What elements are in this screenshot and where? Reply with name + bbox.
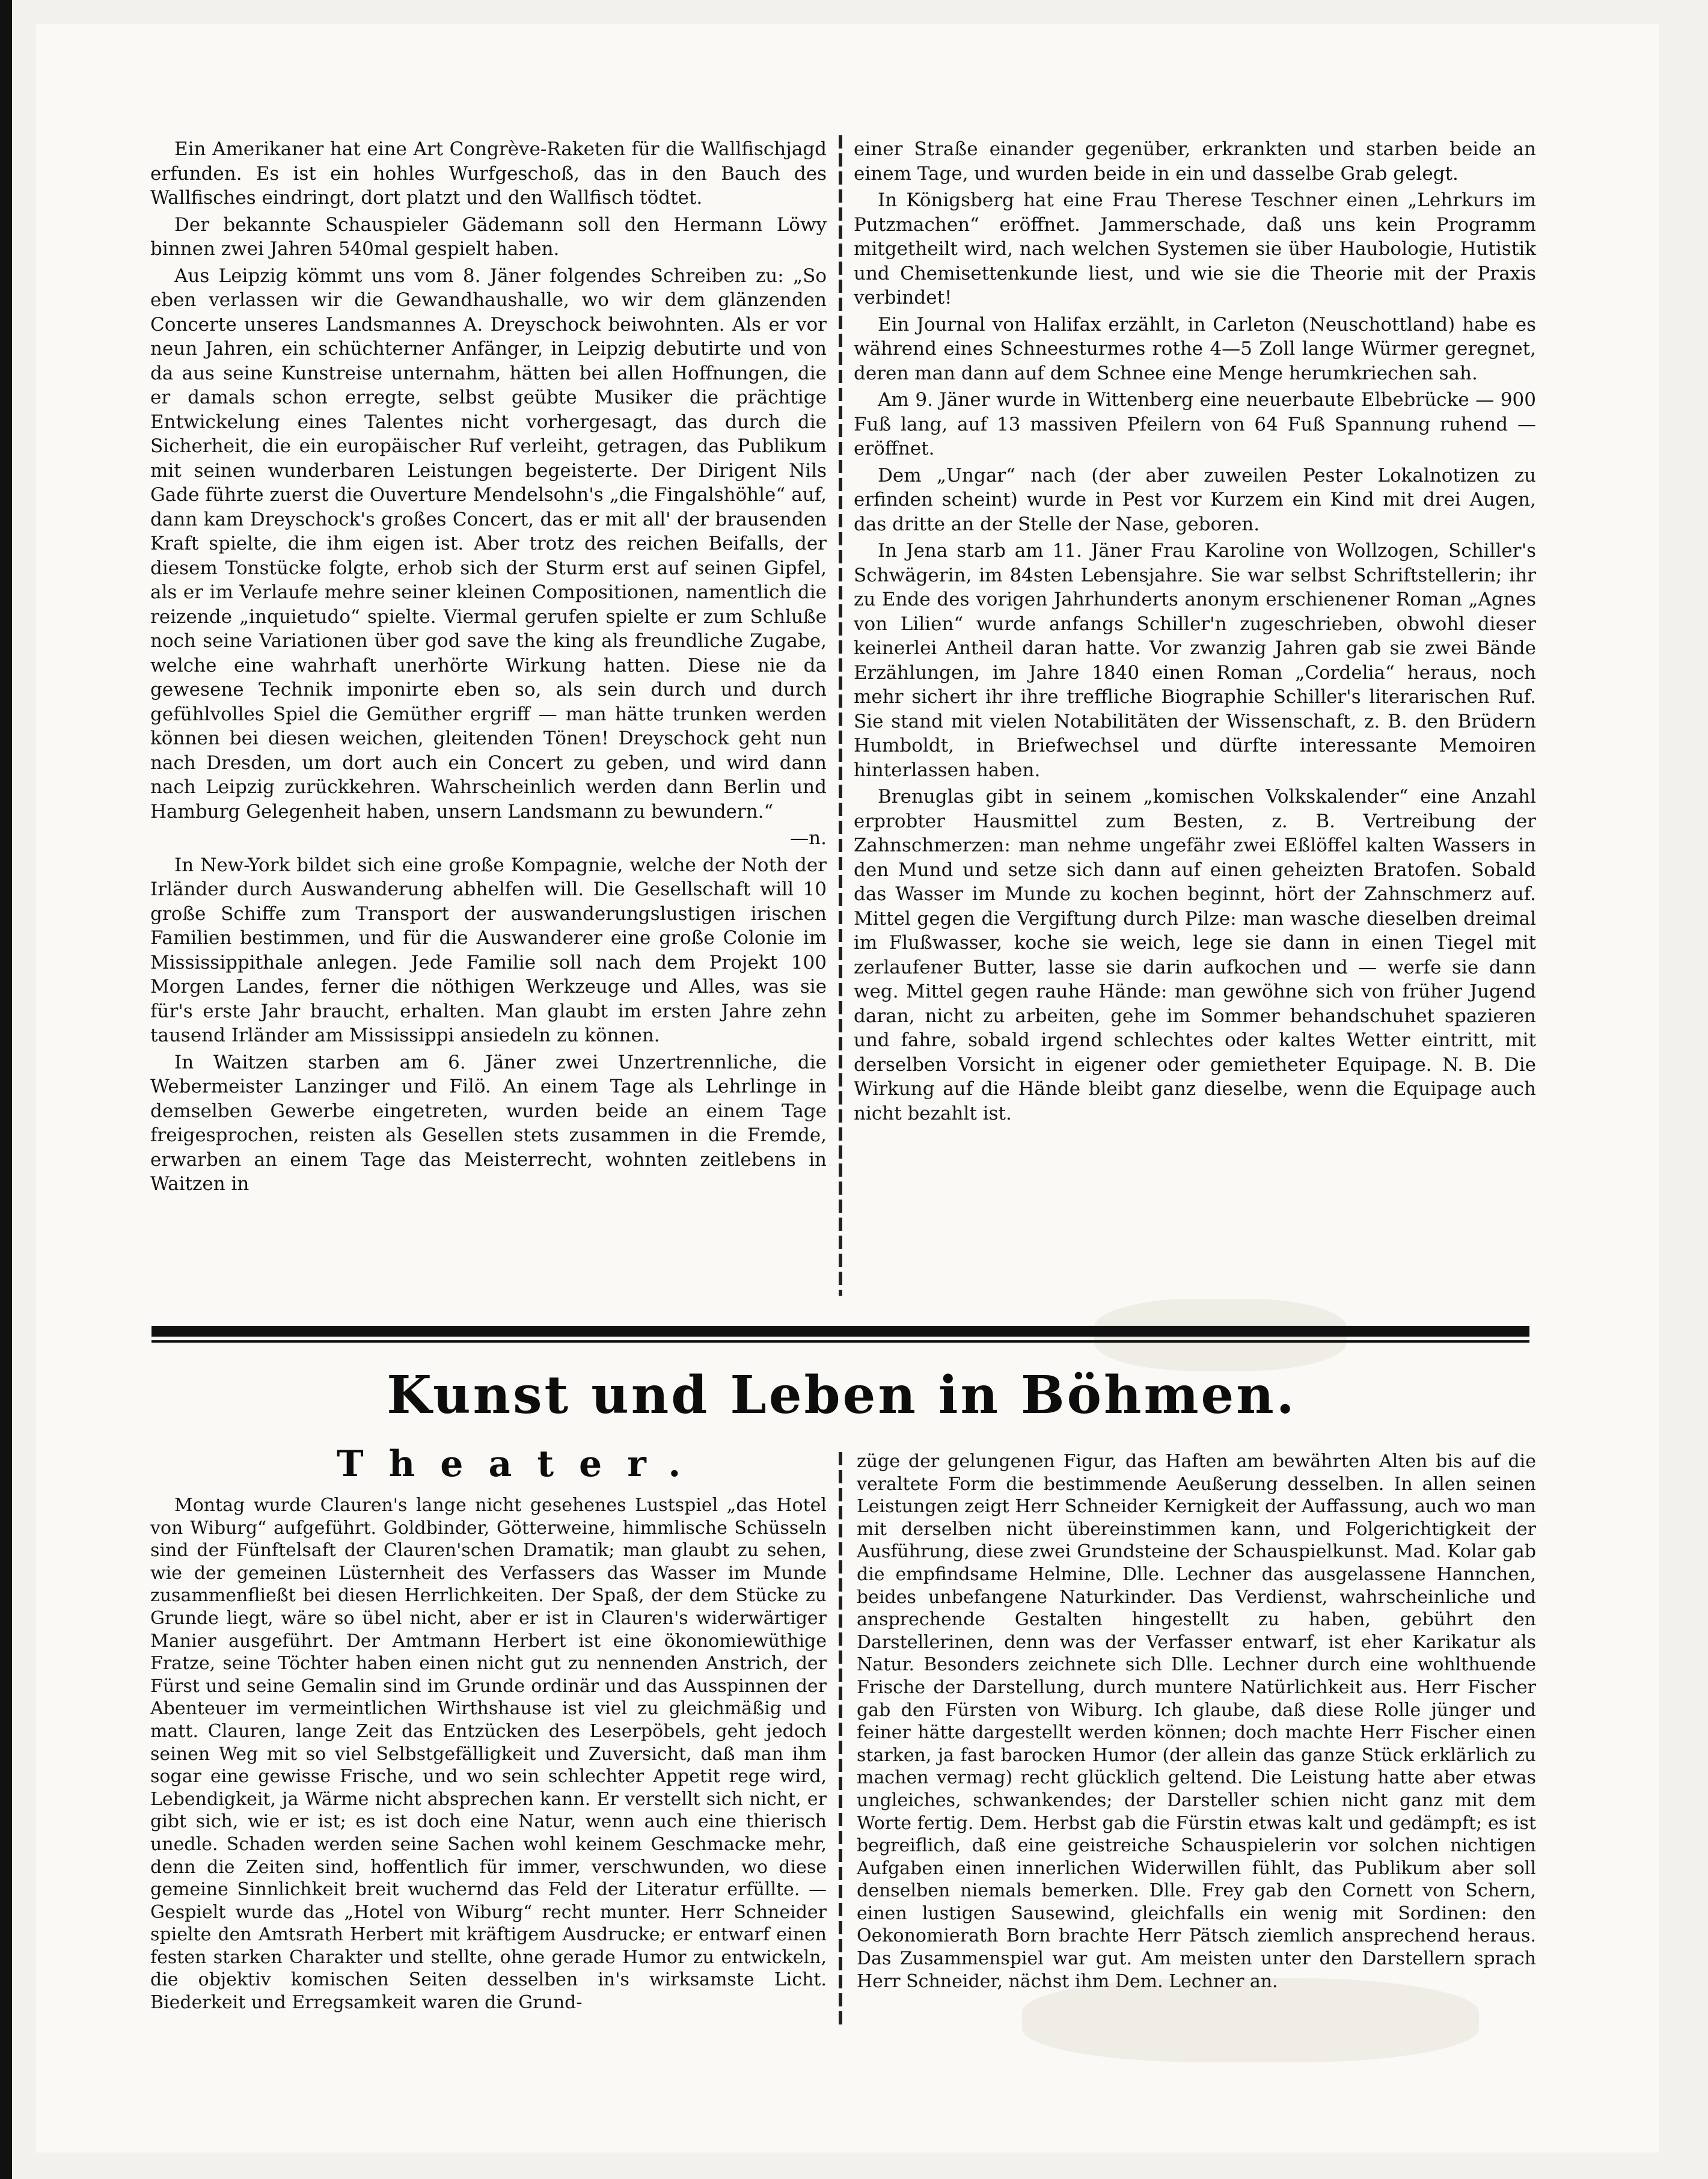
column-divider <box>839 1452 842 2029</box>
news-item: In Jena starb am 11. Jäner Frau Karoline von Wollzogen, Schiller's Schwägerin, im 84sten Lebensjahre. Sie war selbst Schriftstellerin; ihr zu Ende des vorigen Jahrhunderts anonym erschienener Roman „Agnes von Lilien“ wurde anfangs Schiller'n zugeschrieben, obwohl dieser keinerlei Antheil daran hatte. Vor zwanzig Jahren gab sie zwei Bände Erzählungen, im Jahre 1840 einen Roman „Cordelia“ heraus, noch mehr sichert ihr ihre treffliche Biographie Schiller's literarischen Ruf. Sie stand mit vielen Notabilitäten der Wissenschaft, z. B. den Brüdern Humboldt, in Briefwechsel und dürfte interessante Memoiren hinterlassen haben. <box>854 540 1536 781</box>
top-right-column <box>854 137 1536 1128</box>
section-rule <box>152 1326 1529 1337</box>
news-item: einer Straße einander gegenüber, erkrankten und starben beide an einem Tage, und wurden beide in ein und dasselbe Grab gelegt. <box>854 138 1536 185</box>
news-item: Ein Journal von Halifax erzählt, in Carleton (Neuschottland) habe es während eines Schneesturmes rothe 4—5 Zoll lange Würmer geregnet, deren man dann auf dem Schnee eine Menge herumkriechen sah. <box>854 313 1536 384</box>
news-item: In Waitzen starben am 6. Jäner zwei Unzertrennliche, die Webermeister Lanzinger und Filö. An einem Tage als Lehrlinge in demselben Gewerbe eingetreten, wurden beide an einem Tage freigesprochen, reisten als Gesellen stets zusammen in die Fremde, erwarben an einem Tage das Meisterrecht, wohnten zeitlebens in Waitzen in <box>150 1051 827 1195</box>
news-item: Am 9. Jäner wurde in Wittenberg eine neuerbaute Elbebrücke — 900 Fuß lang, auf 13 massiven Pfeilern von 64 Fuß Spannung ruhend — eröffnet. <box>854 389 1536 459</box>
news-item: Brenuglas gibt in seinem „komischen Volkskalender“ eine Anzahl erprobter Hausmittel zum Besten, z. B. Vertreibung der Zahnschmerzen: man nehme ungefähr zwei Eßlöffel kalten Wassers in den Mund und setze sich dann auf einen geheizten Bratofen. Sobald das Wasser im Munde zu kochen beginnt, hört der Zahnschmerz auf. Mittel gegen die Vergiftung durch Pilze: man wasche dieselben dreimal im Flußwasser, koche sie weich, lege sie dann in einen Tiegel mit zerlaufener Butter, lasse sie darin aufkochen und — werfe sie dann weg. Mittel gegen rauhe Hände: man gewöhne sich von früher Jugend daran, nicht zu arbeiten, gehe im Sommer behandschuhet spazieren und fahre, sobald irgend schlechtes oder kaltes Wetter eintritt, mit derselben Vorsicht in eigener oder gemietheter Equipage. N. B. Die Wirkung auf die Hände bleibt ganz dieselbe, wenn die Equipage auch nicht bezahlt ist. <box>854 786 1536 1124</box>
page-edge-shadow <box>0 0 12 2179</box>
theater-review-right <box>857 1450 1536 1993</box>
review-text: Montag wurde Clauren's lange nicht gesehenes Lustspiel „das Hotel von Wiburg“ aufgeführt. Goldbinder, Götterweine, himmlische Schüsseln sind der Fünftelsaft der Clauren'schen Dramatik; man glaubt zu sehen, wie der gemeinen Lüsternheit des Verfassers das Wasser im Munde zusammenfließt bei diesen Herrlichkeiten. Der Spaß, der dem Stücke zu Grunde liegt, wäre so übel nicht, aber er ist in Clauren's widerwärtiger Manier ausgeführt. Der Amtmann Herbert ist eine ökonomiewüthige Fratze, seine Töchter haben einen nicht gut zu nennenden Anstrich, der Fürst und seine Gemalin sind im Grunde ordinär und das Ausspinnen der Abenteuer im vermeintlichen Wirthshause ist viel zu gleichmäßig und matt. Clauren, lange Zeit das Entzücken des Leserpöbels, geht jedoch seinen Weg mit so viel Selbstgefälligkeit und Zuversicht, daß man ihm sogar eine gewisse Frische, und wo sein schlechter Appetit rege wird, Lebendigkeit, ja Wärme nicht absprechen kann. Er verstellt sich nicht, er gibt sich, wie er ist; es ist doch eine Natur, wenn auch eine thierisch unedle. Schaden werden seine Sachen wohl keinem Geschmacke mehr, denn die Zeiten sind, hoffentlich für immer, verschwunden, wo diese gemeine Sinnlichkeit breit wuchernd das Feld der Literatur erfüllte. — Gespielt wurde das „Hotel von Wiburg“ recht munter. Herr Schneider spielte den Amtsrath Herbert mit kräftigem Ausdrucke; er entwarf einen festen starken Charakter und stellte, ohne gerade Humor zu entwickeln, die objektiv komischen Seiten desselben in's wirksamste Licht. Biederkeit und Erregsamkeit waren die Grund- <box>150 1495 827 2014</box>
section-title: Kunst und Leben in Böhmen. <box>387 1365 1297 1426</box>
top-left-column <box>150 137 827 1199</box>
review-text: züge der gelungenen Figur, das Haften am bewährten Alten bis auf die veraltete Form die bestimmende Aeußerung desselben. In allen seinen Leistungen zeigt Herr Schneider Kernigkeit der Auffassung, auch wo man mit derselben nicht übereinstimmen kann, und Folgerichtigkeit der Ausführung, diese zwei Grundsteine der Schauspielkunst. Mad. Kolar gab die empfindsame Helmine, Dlle. Lechner das ausgelassene Hannchen, beides unbefangene Naturkinder. Das Verdienst, wahrscheinliche und ansprechende Gestalten hingestellt zu haben, gebührt den Darstellerinen, denn was der Verfasser entwarf, ist eher Karikatur als Natur. Besonders zeichnete sich Dlle. Lechner durch eine wohlthuende Frische der Darstellung, durch muntere Natürlichkeit aus. Herr Fischer gab den Fürsten von Wiburg. Ich glaube, daß diese Rolle jünger und feiner hätte dargestellt werden können; doch machte Herr Fischer einen starken, ja fast barocken Humor (der allein das ganze Stück erklärlich zu machen vermag) recht glücklich geltend. Die Leistung hatte aber etwas ungleiches, schwankendes; der Darsteller schien nicht ganz mit dem Worte fertig. Dem. Herbst gab die Fürstin etwas kalt und gedämpft; es ist begreiflich, daß eine geistreiche Schauspielerin vor solchen nichtigen Aufgaben einen innerlichen Widerwillen fühlt, das Publikum aber soll denselben niemals bemerken. Dlle. Frey gab den Cornett von Schern, einen lustigen Sausewind, gleichfalls ein wenig mit Sordinen: den Oekonomierath Born brachte Herr Pätsch ziemlich ansprechend heraus. Das Zusammenspiel war gut. Am meisten unter den Darstellern sprach Herr Schneider, nächst ihm Dem. Lechner an. <box>857 1451 1536 1992</box>
news-item: Dem „Ungar“ nach (der aber zuweilen Pester Lokalnotizen zu erfinden scheint) wurde in Pest vor Kurzem ein Kind mit drei Augen, das dritte an der Stelle der Nase, geboren. <box>854 464 1536 535</box>
news-item: In Königsberg hat eine Frau Therese Teschner einen „Lehrkurs im Putzmachen“ eröffnet. Jammerschade, daß uns kein Programm mitgetheilt wird, nach welchen Systemen sie über Haubologie, Hutistik und Chemisettenkunde liest, und wie sie die Theorie mit der Praxis verbindet! <box>854 189 1536 308</box>
theater-review-left <box>150 1494 827 2014</box>
sub-title: Theater. <box>337 1443 706 1485</box>
news-item: Ein Amerikaner hat eine Art Congrève-Raketen für die Wallfischjagd erfunden. Es ist ein hohles Wurfgeschoß, das in den Bauch des Wallfisches eindringt, dort platzt und den Wallfisch tödtet. <box>150 138 827 209</box>
author-signature: —n. <box>790 827 827 849</box>
section-rule-thin <box>152 1340 1529 1343</box>
column-divider <box>839 135 842 1296</box>
news-item: Der bekannte Schauspieler Gädemann soll den Hermann Löwy binnen zwei Jahren 540mal gespielt haben. <box>150 213 827 260</box>
news-item: In New-York bildet sich eine große Kompagnie, welche der Noth der Irländer durch Auswanderung abhelfen will. Die Gesellschaft will 10 große Schiffe zum Transport der auswanderungslustigen irischen Familien bestimmen, und für die Auswanderer eine große Colonie im Mississippithale anlegen. Jede Familie soll nach dem Projekt 100 Morgen Landes, ferner die nöthigen Werkzeuge und Alles, was sie für's erste Jahr braucht, erhalten. Man glaubt im ersten Jahre zehn tausend Irländer am Mississippi ansiedeln zu können. <box>150 854 827 1046</box>
news-item: Aus Leipzig kömmt uns vom 8. Jäner folgendes Schreiben zu: „So eben verlassen wir die Gewandhaushalle, wo wir dem glänzenden Concerte unseres Landsmannes A. Dreyschock beiwohnten. Als er vor neun Jahren, ein schüchterner Anfänger, in Leipzig debutirte und von da aus seine Kunstreise unternahm, hätten bei allen Hoffnungen, die er damals schon erregte, selbst geübte Musiker die prächtige Entwickelung eines Talentes nicht vorhergesagt, das durch die Sicherheit, die ein europäischer Ruf verleiht, getragen, das Publikum mit seinen wunderbaren Leistungen begeisterte. Der Dirigent Nils Gade führte zuerst die Ouverture Mendelsohn's „die Fingalshöhle“ auf, dann kam Dreyschock's großes Concert, das er mit all' der brausenden Kraft spielte, die ihm eigen ist. Aber trotz des reichen Beifalls, der diesem Tonstücke folgte, erhob sich der Sturm erst auf seinen Gipfel, als er im Verlaufe mehre seiner kleinen Compositionen, namentlich die reizende „inquietudo“ spielte. Viermal gerufen spielte er zum Schluße noch seine Variationen über god save the king als freundliche Zugabe, welche eine wahrhaft unerhörte Wirkung hatten. Diese nie da gewesene Technik imponirte eben so, als sein durch und durch gefühlvolles Spiel die Gemüther ergriff — man hätte trunken werden können bei diesen weichen, gleitenden Tönen! Dreyschock geht nun nach Dresden, um dort auch ein Concert zu geben, und wird dann nach Leipzig zurückkehren. Wahrscheinlich werden dann Berlin und Hamburg Gelegenheit haben, unsern Landsmann zu bewundern.“ <box>150 265 827 823</box>
